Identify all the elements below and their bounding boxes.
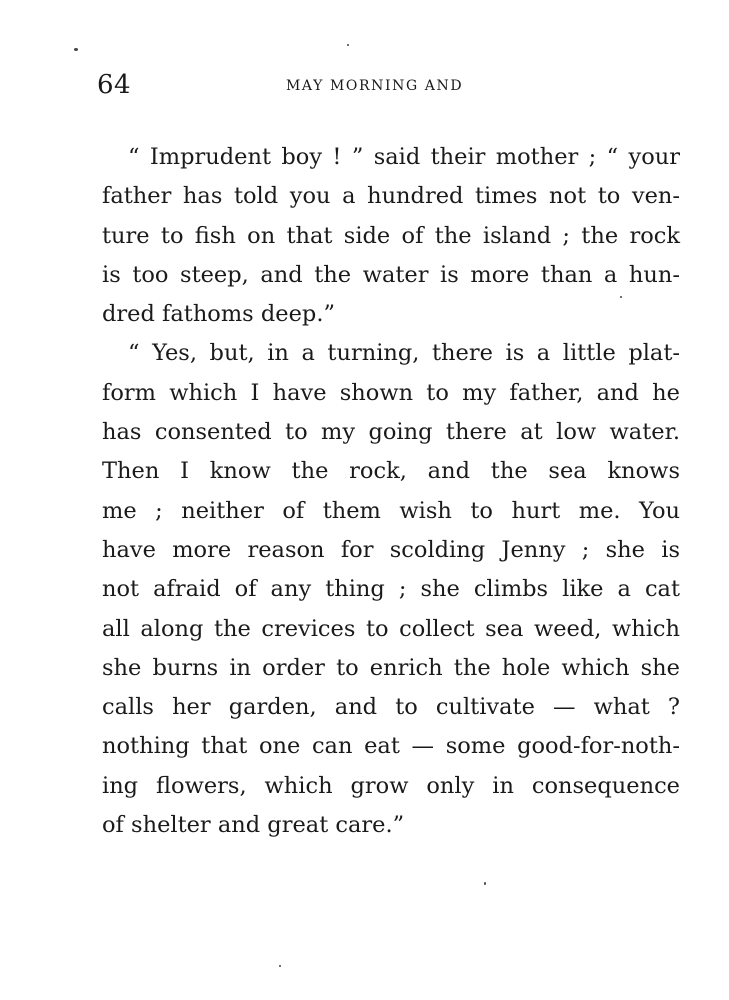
- page-number: 64: [97, 70, 132, 100]
- ink-speck: [279, 965, 281, 967]
- text-line: is too steep, and the water is more than a hun-: [102, 261, 680, 288]
- text-line: me ; neither of them wish to hurt me. You: [102, 497, 680, 524]
- text-line: nothing that one can eat — some good-for-noth-: [102, 733, 680, 760]
- ink-speck: [74, 48, 78, 51]
- text-line: dred fathoms deep.”: [102, 301, 335, 328]
- text-line: “ Imprudent boy ! ” said their mother ; “ your: [128, 144, 680, 170]
- ink-speck: [347, 44, 349, 46]
- text-line: not afraid of any thing ; she climbs like a cat: [102, 576, 680, 603]
- ink-speck: [620, 296, 622, 298]
- text-line: of shelter and great care.”: [102, 812, 405, 839]
- text-line: form which I have shown to my father, and he: [102, 379, 680, 406]
- text-line: calls her garden, and to cultivate — what ?: [102, 694, 680, 721]
- text-line: father has told you a hundred times not to ven-: [102, 183, 680, 210]
- text-line: ture to fish on that side of the island ; the rock: [102, 222, 680, 249]
- text-line: she burns in order to enrich the hole which she: [102, 654, 680, 681]
- page-header: [0, 66, 729, 106]
- text-line: has consented to my going there at low water.: [102, 419, 680, 446]
- text-line: all along the crevices to collect sea weed, which: [102, 615, 680, 642]
- body-text: [102, 138, 680, 845]
- text-line: “ Yes, but, in a turning, there is a little plat-: [128, 340, 680, 367]
- ink-speck: [484, 882, 486, 885]
- text-line: Then I know the rock, and the sea knows: [102, 458, 680, 485]
- text-line: ing flowers, which grow only in consequence: [102, 772, 680, 799]
- running-head: MAY MORNING AND: [286, 78, 464, 94]
- text-line: have more reason for scolding Jenny ; she is: [102, 536, 680, 563]
